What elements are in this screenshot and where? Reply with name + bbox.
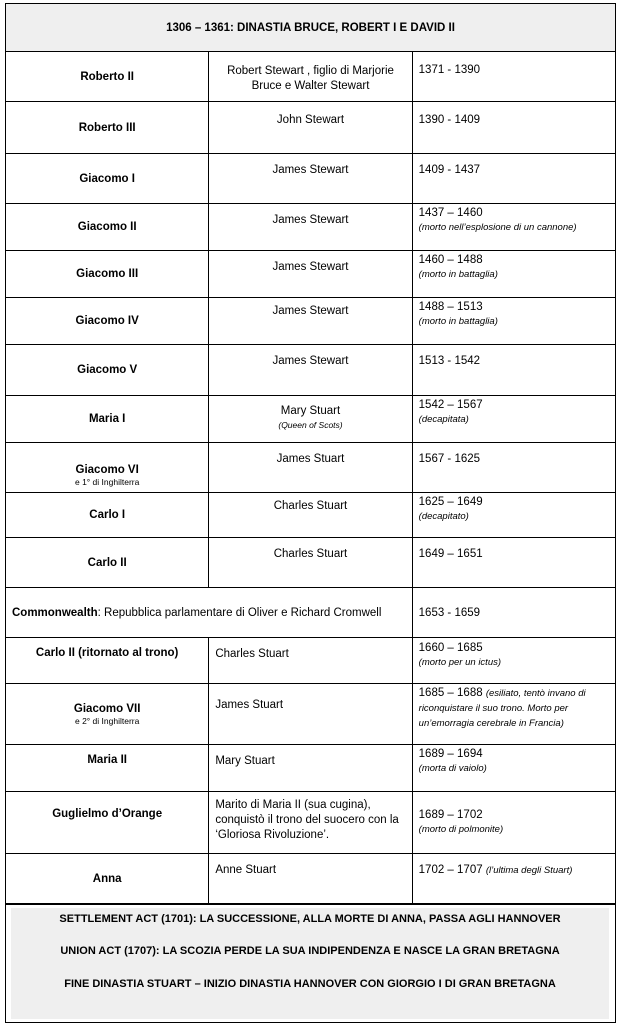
table-row <box>6 52 616 102</box>
family-cell <box>209 396 412 443</box>
period-cell <box>412 345 615 396</box>
king-name-cell <box>6 684 209 745</box>
family-cell <box>209 298 412 345</box>
footer-line-union-act: UNION ACT (1707): LA SCOZIA PERDE LA SUA INDIPENDENZA E NASCE LA GRAN BRETAGNA <box>60 945 560 957</box>
reign-period: 1409 - 1437 <box>418 164 481 176</box>
family-name: James Stewart <box>272 261 349 273</box>
reign-period: 1649 – 1651 <box>418 548 483 560</box>
family-note: (Queen of Scots) <box>278 420 343 430</box>
reign-period: 1460 – 1488 <box>418 254 483 266</box>
family-name: James Stewart <box>272 355 349 367</box>
reign-period: 1390 - 1409 <box>418 114 481 126</box>
king-name: Giacomo III <box>6 251 209 298</box>
commonwealth-cell <box>6 588 413 638</box>
table-header-row <box>6 4 616 52</box>
king-name: Giacomo II <box>6 204 209 251</box>
table-row <box>6 745 616 792</box>
reign-period: 1437 – 1460 <box>418 207 483 219</box>
period-cell <box>412 204 615 251</box>
family-name: Charles Stuart <box>273 500 348 512</box>
king-name-note: e 1° di Inghilterra <box>74 477 140 487</box>
king-name: Giacomo IV <box>6 298 209 345</box>
reign-period: 1689 – 1694 <box>418 748 483 760</box>
family-cell <box>209 745 412 792</box>
period-cell <box>412 443 615 493</box>
family-name: James Stuart <box>215 699 284 711</box>
reign-note: (decapitato) <box>418 511 469 522</box>
period-cell <box>412 792 615 854</box>
reign-note: (l’ultima degli Stuart) <box>485 865 573 876</box>
table-header: 1306 – 1361: DINASTIA BRUCE, ROBERT I E DAVID II <box>6 4 616 52</box>
period-cell <box>412 52 615 102</box>
footer-panel <box>11 908 609 1019</box>
family-name: Anne Stuart <box>215 864 277 876</box>
period-cell <box>412 745 615 792</box>
commonwealth-label: Commonwealth <box>12 606 98 619</box>
king-name-cell <box>6 443 209 493</box>
table-row <box>6 154 616 204</box>
period-cell <box>412 638 615 684</box>
reign-period: 1488 – 1513 <box>418 301 483 313</box>
king-name: Maria II <box>6 745 209 792</box>
king-name: Guglielmo d’Orange <box>6 792 209 854</box>
family-cell <box>209 684 412 745</box>
reign-period: 1660 – 1685 <box>418 642 483 654</box>
reign-note: (decapitata) <box>418 414 469 425</box>
family-cell <box>209 204 412 251</box>
reign-period: 1542 – 1567 <box>418 399 483 411</box>
king-name: Giacomo VI <box>75 464 139 476</box>
family-name: James Stewart <box>272 164 349 176</box>
reign-period: 1685 – 1688 <box>418 687 483 699</box>
reign-period: 1689 – 1702 <box>418 809 483 821</box>
table-row <box>6 345 616 396</box>
family-cell <box>209 52 412 102</box>
reign-period: 1513 - 1542 <box>418 355 481 367</box>
family-name: Charles Stuart <box>273 548 348 560</box>
king-name: Anna <box>6 854 209 904</box>
period-cell <box>412 854 615 904</box>
king-name: Carlo I <box>6 493 209 538</box>
king-name: Roberto II <box>6 52 209 102</box>
period-cell <box>412 251 615 298</box>
family-cell <box>209 345 412 396</box>
period-cell <box>412 298 615 345</box>
family-name: Mary Stuart <box>215 755 275 767</box>
family-name: John Stewart <box>276 114 345 126</box>
reign-note: (morto di polmonite) <box>418 824 504 835</box>
reign-note: (morta di vaiolo) <box>418 763 487 774</box>
table-row <box>6 443 616 493</box>
table-row <box>6 251 616 298</box>
family-cell <box>209 792 412 854</box>
reign-note: (morto in battaglia) <box>418 269 498 280</box>
family-cell <box>209 443 412 493</box>
family-name: Mary Stuart <box>280 405 341 417</box>
table-row <box>6 396 616 443</box>
table-row <box>6 638 616 684</box>
table-row <box>6 538 616 588</box>
table-row <box>6 684 616 745</box>
table-row <box>6 298 616 345</box>
commonwealth-text: : Repubblica parlamentare di Oliver e Richard Cromwell <box>97 606 382 619</box>
family-cell <box>209 102 412 154</box>
king-name-note: e 2° di Inghilterra <box>74 715 140 726</box>
family-name: Charles Stuart <box>215 648 289 660</box>
family-cell <box>209 538 412 588</box>
king-name: Maria I <box>6 396 209 443</box>
table-row <box>6 204 616 251</box>
period-cell <box>412 493 615 538</box>
footer-box <box>5 904 616 1023</box>
family-name: Marito di Maria II (sua cugina), conquistò il trono del suocero con la ‘Gloriosa Rivoluzione’. <box>215 799 399 841</box>
period-cell <box>412 396 615 443</box>
table-row <box>6 102 616 154</box>
table-row <box>6 792 616 854</box>
commonwealth-row <box>6 588 616 638</box>
reign-note: (morto nell’esplosione di un cannone) <box>418 222 577 233</box>
reign-period: 1625 – 1649 <box>418 496 483 508</box>
king-name: Roberto III <box>6 102 209 154</box>
reign-period: 1567 - 1625 <box>418 453 481 465</box>
king-name: Giacomo V <box>6 345 209 396</box>
footer-line-settlement-act: SETTLEMENT ACT (1701): LA SUCCESSIONE, ALLA MORTE DI ANNA, PASSA AGLI HANNOVER <box>59 913 561 925</box>
dynasty-table <box>5 3 616 904</box>
period-cell <box>412 538 615 588</box>
family-cell <box>209 251 412 298</box>
reign-note: (morto in battaglia) <box>418 316 498 327</box>
commonwealth-period: 1653 - 1659 <box>412 588 615 638</box>
king-name: Giacomo VII <box>73 702 141 715</box>
reign-note: (morto per un ictus) <box>418 657 502 668</box>
reign-period: 1702 – 1707 <box>418 864 483 876</box>
family-cell <box>209 154 412 204</box>
family-name: James Stuart <box>276 453 345 465</box>
period-cell <box>412 154 615 204</box>
family-name: James Stewart <box>272 214 349 226</box>
family-cell <box>209 493 412 538</box>
family-cell <box>209 638 412 684</box>
reign-note: (esiliato, tentò invano di riconquistare il suo trono. Morto per un’emorragia cerebrale in Francia) <box>418 688 586 729</box>
family-name: James Stewart <box>272 305 349 317</box>
family-name: Robert Stewart , figlio di Marjorie Bruce e Walter Stewart <box>227 65 394 92</box>
king-name: Giacomo I <box>6 154 209 204</box>
family-cell <box>209 854 412 904</box>
table-row <box>6 854 616 904</box>
table-row <box>6 493 616 538</box>
king-name: Carlo II <box>6 538 209 588</box>
period-cell <box>412 102 615 154</box>
reign-period: 1371 - 1390 <box>418 64 481 76</box>
period-cell <box>412 684 615 745</box>
footer-line-end-dynasty: FINE DINASTIA STUART – INIZIO DINASTIA HANNOVER CON GIORGIO I DI GRAN BRETAGNA <box>64 978 556 990</box>
king-name: Carlo II (ritornato al trono) <box>6 638 209 684</box>
